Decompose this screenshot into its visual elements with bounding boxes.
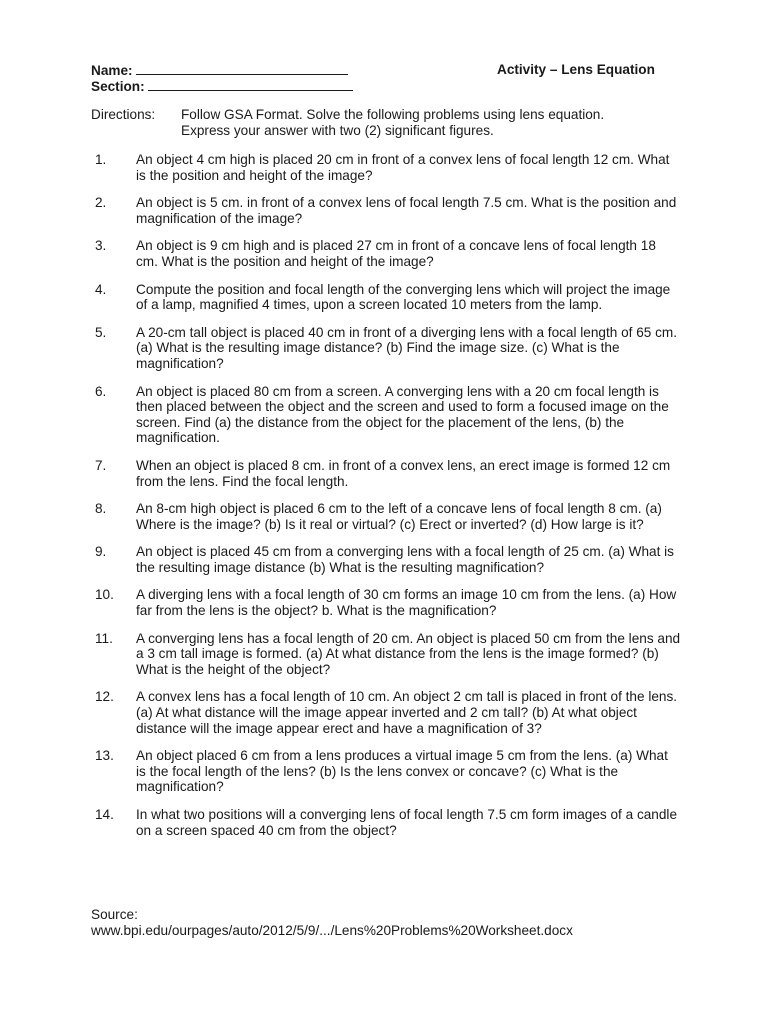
section-blank [148,78,353,91]
problem-item [91,238,691,269]
problem-item [91,587,691,618]
source-url: www.bpi.edu/ourpages/auto/2012/5/9/.../Lens%20Problems%20Worksheet.docx [91,922,573,938]
problem-number: 7. [95,457,107,473]
name-row [91,62,353,78]
problem-number: 14. [95,807,114,822]
problem-item [91,152,691,183]
problem-text: An object is placed 45 cm from a converging lens with a focal length of 25 cm. (a) What is the resulting image distance (b) What is the resulting magnification? [136,544,674,575]
problem-item [91,544,691,575]
problem-item [91,282,691,313]
problem-item [91,501,691,532]
problem-text: Compute the position and focal length of the converging lens which will project the image of a lamp, magnified 4 times, upon a screen located 10 meters from the lamp. [136,281,671,313]
section-label: Section: [91,78,145,94]
problem-text: A convex lens has a focal length of 10 cm. An object 2 cm tall is placed in front of the lens. (a) At what distance will the image appear inverted and 2 cm tall? (b) At what object distance will the image appear erect and have a magnification of 3? [136,689,678,736]
problem-number: 8. [95,501,107,517]
problem-item [91,631,691,678]
problem-item [91,748,691,795]
problem-number: 11. [95,630,113,646]
problem-number: 9. [95,544,107,560]
problem-item [91,325,691,372]
directions-line-2: Express your answer with two (2) significant figures. [181,122,494,138]
problem-number: 2. [95,195,107,211]
problem-text: An 8-cm high object is placed 6 cm to the left of a concave lens of focal length 8 cm. (a) Where is the image? (b) Is it real or virtual? (c) Erect or inverted? (d) How large is it? [136,501,662,532]
problem-number: 5. [95,324,107,340]
problem-list [91,152,691,850]
problem-number: 12. [95,689,114,705]
problem-text: An object is 9 cm high and is placed 27 cm in front of a concave lens of focal length 18 cm. What is the position and height of the image? [136,238,656,269]
student-info [91,62,353,93]
problem-number: 4. [95,281,107,297]
problem-item [91,384,691,446]
problem-item [91,807,691,838]
problem-text: When an object is placed 8 cm. in front of a convex lens, an erect image is formed 12 cm from the lens. Find the focal length. [136,457,671,489]
problem-item [91,458,691,489]
problem-number: 13. [95,748,114,764]
problem-text: An object is 5 cm. in front of a convex lens of focal length 7.5 cm. What is the position and magnification of the image? [136,195,677,226]
problem-text: A converging lens has a focal length of 20 cm. An object is placed 50 cm from the lens and a 3 cm tall image is formed. (a) At what distance from the lens is the image formed? (b) What is the height of the object? [136,630,681,677]
problem-text: A 20-cm tall object is placed 40 cm in front of a diverging lens with a focal length of 65 cm. (a) What is the resulting image distance? (b) Find the image size. (c) What is the magnification? [136,324,678,371]
activity-title: Activity – Lens Equation [497,62,655,77]
problem-text: An object placed 6 cm from a lens produces a virtual image 5 cm from the lens. (a) What is the focal length of the lens? (b) Is the lens convex or concave? (c) What is the magnification? [136,748,668,795]
name-blank [136,62,348,75]
problem-number: 6. [95,383,107,399]
problem-text: An object is placed 80 cm from a screen. A converging lens with a 20 cm focal length is then placed between the object and the screen and used to form a focused image on the screen. Find (a) the distance from the object for the placement of the lens, (b) the magnification. [136,383,669,446]
directions-text [181,107,681,138]
source-citation [91,907,573,938]
problem-number: 10. [95,587,114,603]
problem-text: An object 4 cm high is placed 20 cm in front of a convex lens of focal length 12 cm. What is the position and height of the image? [136,152,670,183]
directions-line-1: Follow GSA Format. Solve the following problems using lens equation. [181,107,605,122]
source-label: Source: [91,907,138,922]
problem-number: 3. [95,238,107,254]
problem-item [91,689,691,736]
problem-number: 1. [95,152,107,167]
problem-text: In what two positions will a converging lens of focal length 7.5 cm form images of a candle on a screen spaced 40 cm from the object? [136,807,678,838]
problem-item [91,195,691,226]
section-row [91,78,353,94]
directions-label: Directions: [91,107,156,122]
problem-text: A diverging lens with a focal length of 30 cm forms an image 10 cm from the lens. (a) How far from the lens is the object? b. What is the magnification? [136,587,677,619]
name-label: Name: [91,63,133,78]
